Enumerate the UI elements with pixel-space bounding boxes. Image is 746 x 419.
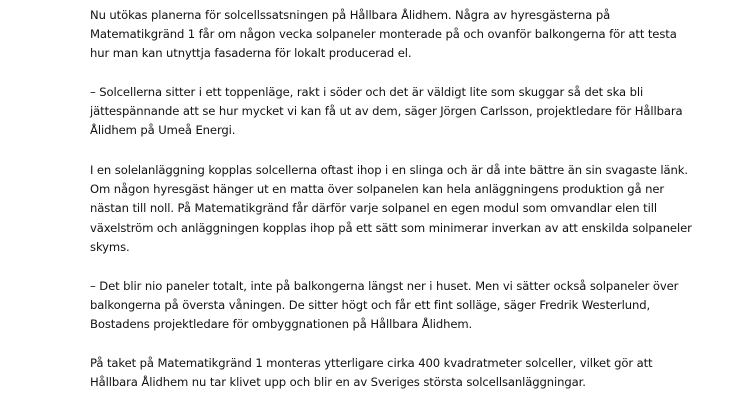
text-line: Hållbara Ålidhem nu tar klivet upp och blir en av Sveriges största solcellsanläggningar.: [90, 375, 586, 390]
text-line: Om någon hyresgäst hänger ut en matta över solpanelen kan hela anläggningens produktion gå ner: [90, 182, 665, 197]
text-line: hur man kan utnyttja fasaderna för lokalt producerad el.: [90, 46, 412, 61]
paragraph-quote-westerlund: [90, 277, 678, 335]
paragraph-intro: [90, 6, 677, 64]
text-line: Bostadens projektledare för ombyggnationen på Hållbara Ålidhem.: [90, 317, 473, 332]
text-line: nästan till noll. På Matematikgränd får därför varje solpanel en egen modul som omvandlar elen till: [90, 201, 657, 216]
text-line: Ålidhem på Umeå Energi.: [90, 123, 236, 138]
text-line: växelström och anläggningen kopplas ihop på ett sätt som minimerar inverkan av att enskilda solpaneler: [90, 220, 692, 235]
text-line: Matematikgränd 1 får om någon vecka solpaneler monterade på och ovanför balkongerna för att testa: [90, 27, 677, 42]
text-line: I en solelanläggning kopplas solcellerna oftast ihop i en slinga och är då inte bättre än sin svagaste länk.: [90, 163, 688, 177]
text-line: Nu utökas planerna för solcellssatsningen på Hållbara Ålidhem. Några av hyresgästerna på: [90, 8, 611, 22]
paragraph-rooftop: [90, 354, 653, 392]
text-line: balkongerna på översta våningen. De sitter högt och får ett fint solläge, säger Fredrik Westerlund,: [90, 298, 651, 313]
text-line: skyms.: [90, 239, 130, 254]
text-line: – Det blir nio paneler totalt, inte på balkongerna längst ner i huset. Men vi sätter också solpaneler över: [90, 279, 679, 293]
text-line: – Solcellerna sitter i ett toppenläge, rakt i söder och det är väldigt lite som skuggar så det ska bli: [90, 85, 644, 99]
paragraph-solar-installation: [90, 161, 692, 257]
text-line: På taket på Matematikgränd 1 monteras ytterligare cirka 400 kvadratmeter solceller, vilket gör att: [90, 356, 653, 370]
paragraph-quote-carlsson: [90, 83, 683, 141]
text-line: jättespännande att se hur mycket vi kan få ut av dem, säger Jörgen Carlsson, projektledare för Hållbara: [90, 104, 683, 119]
